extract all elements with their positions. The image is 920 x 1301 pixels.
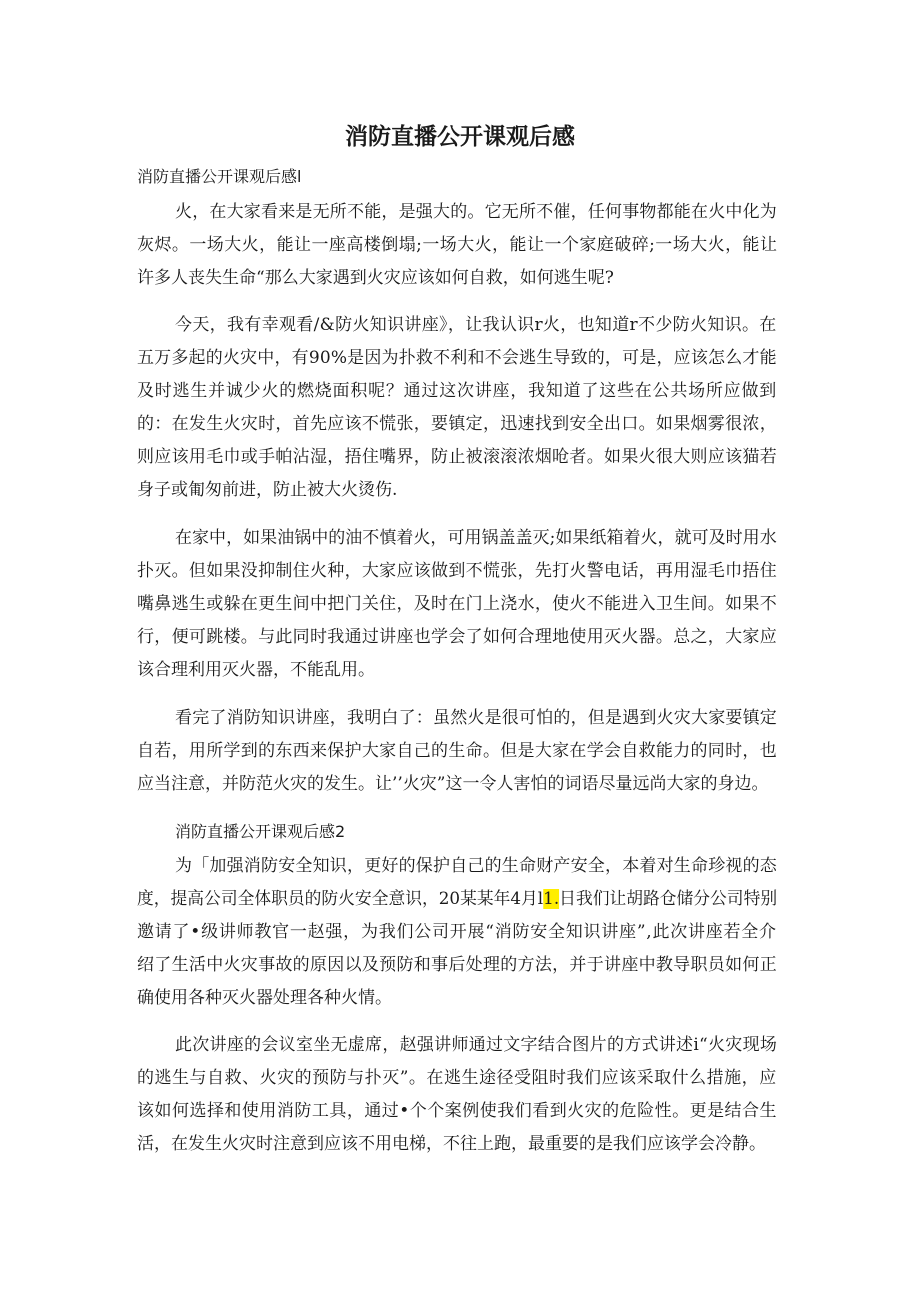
paragraph-line: 为「加强消防安全知识，更好的保护自己的生命财产安全，本着对生命珍视的态 — [175, 856, 777, 876]
paragraph-line: 的：在发生火灾时，首先应该不慌张，要镇定，迅速找到安全出口。如果烟雾很浓， — [137, 414, 777, 434]
paragraph-line: 灰烬。一场大火，能让一座高楼倒塌;一场大火，能让一个家庭破碎;一场大火，能让 — [137, 235, 778, 255]
paragraph-line: 扑灭。但如果没抑制住火种，大家应该做到不慌张，先打火警电话，再用湿毛巾捂住 — [137, 561, 777, 581]
paragraph-line: 该如何选择和使用消防工具，通过•个个案例使我们看到火灾的危险性。更是结合生 — [137, 1101, 778, 1121]
paragraph-line: 则应该用毛巾或手帕沾湿，捂住嘴界，防止被滚滚浓烟呛者。如果火很大则应该猫若 — [137, 447, 777, 467]
paragraph-line: 在家中，如果油锅中的油不慎着火，可用锅盖盖灭;如果纸箱着火，就可及时用水 — [175, 528, 777, 548]
paragraph-line: 的逃生与自救、火灾的预防与扑灭”。在逃生途径受阻时我们应该采取什么措施，应 — [137, 1068, 777, 1088]
paragraph-line: 该合理利用灭火器，不能乱用。 — [137, 660, 375, 680]
paragraph-line: 行，便可跳楼。与此同时我通过讲座也学会了如何合理地使用灭火器。总之，大家应 — [137, 627, 777, 647]
paragraph-line: 度，提高公司全体职员的防火安全意识，20某某年4月l1.日我们让胡路仓储分公司特别 — [137, 889, 778, 909]
paragraph-line: 应当注意，并防范火灾的发生。让’’火灾”这一令人害怕的词语尽量远尚大家的身边。 — [137, 774, 769, 794]
paragraph-line: 及时逃生并诚少火的燃烧面积呢？通过这次讲座，我知道了这些在公共场所应做到 — [137, 381, 778, 401]
paragraph-line: 许多人丧失生命“那么大家遇到火灾应该如何自救，如何逃生呢? — [137, 268, 614, 288]
section-heading: 消防直播公开课观后感l — [137, 167, 302, 186]
paragraph-line: 看完了消防知识讲座，我明白了：虽然火是很可怕的，但是遇到火灾大家要镇定 — [175, 708, 777, 728]
paragraph-line: 今天，我有幸观看/&防火知识讲座》，让我认识r火，也知道r不少防火知识。在 — [175, 315, 777, 335]
paragraph-line: 自若，用所学到的东西来保护大家自己的生命。但是大家在学会自救能力的同时，也 — [137, 741, 777, 761]
paragraph-line: 身子或匍匆前进，防止被大火烫伤. — [137, 480, 398, 500]
document-title: 消防直播公开课观后感 — [345, 124, 575, 150]
section-heading: 消防直播公开课观后感2 — [175, 822, 346, 841]
paragraph-line: 嘴鼻逃生或躲在更生间中把门关住，及时在门上浇水，使火不能进入卫生间。如果不 — [137, 594, 777, 614]
paragraph-line: 确使用各种灭火器处理各种火情。 — [137, 988, 392, 1008]
paragraph-line: 活，在发生火灾时注意到应该不用电梯，不往上跑，最重要的是我们应该学会冷静。 — [137, 1134, 766, 1154]
paragraph-line: 火，在大家看来是无所不能，是强大的。它无所不催，任何事物都能在火中化为 — [175, 202, 777, 222]
paragraph-line: 绍了生活中火灾事故的原因以及预防和事后处理的方法，并于讲座中教导职员如何正 — [137, 955, 777, 975]
paragraph-line: 五万多起的火灾中，有90%是因为扑救不利和不会逃生导致的，可是，应该怎么才能 — [137, 348, 777, 368]
paragraph-line: 邀请了•级讲师教官一赵强，为我们公司开展“消防安全知识讲座”,此次讲座若全介 — [137, 922, 777, 942]
highlight-mark: 1. — [543, 889, 560, 909]
paragraph-line: 此次讲座的会议室坐无虚席，赵强讲师通过文字结合图片的方式讲述i“火灾现场 — [175, 1035, 778, 1055]
